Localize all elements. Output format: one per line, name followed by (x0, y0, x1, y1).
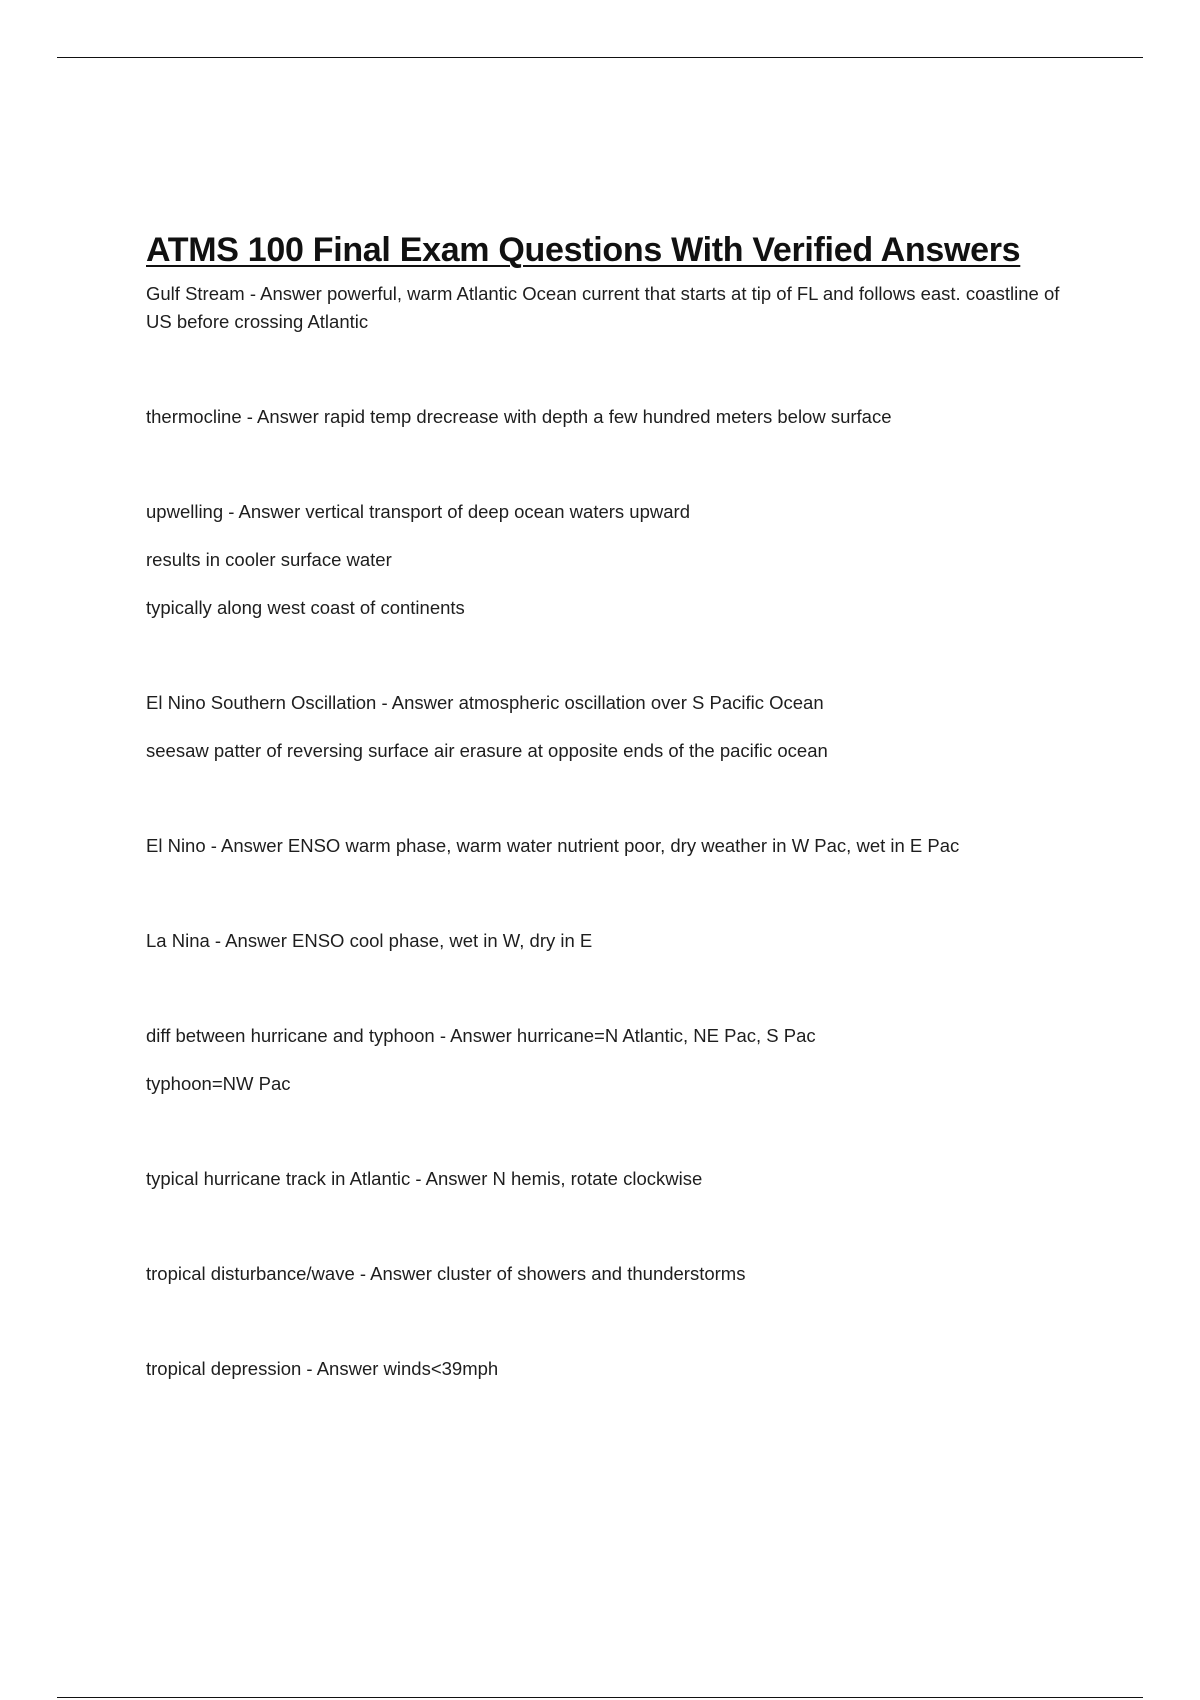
qa-line: La Nina - Answer ENSO cool phase, wet in W, dry in E (146, 930, 593, 951)
qa-line: typically along west coast of continents (146, 597, 465, 618)
qa-item-tropical-depression (146, 1355, 1066, 1383)
qa-item-upwelling (146, 498, 1066, 622)
qa-line: tropical disturbance/wave - Answer cluster of showers and thunderstorms (146, 1263, 746, 1284)
document-title: ATMS 100 Final Exam Questions With Verified Answers (146, 231, 1021, 269)
qa-item-thermocline (146, 403, 1066, 431)
qa-item-gulf-stream (146, 280, 1066, 336)
qa-item-enso (146, 689, 1066, 765)
qa-item-hurricane-track (146, 1165, 1066, 1193)
footer-rule (57, 1697, 1143, 1698)
qa-line: diff between hurricane and typhoon - Answer hurricane=N Atlantic, NE Pac, S Pac (146, 1025, 816, 1046)
qa-line: typical hurricane track in Atlantic - Answer N hemis, rotate clockwise (146, 1168, 703, 1189)
qa-item-tropical-disturbance (146, 1260, 1066, 1288)
qa-item-el-nino (146, 832, 1066, 860)
qa-line: seesaw patter of reversing surface air erasure at opposite ends of the pacific ocean (146, 740, 828, 761)
qa-item-la-nina (146, 927, 1066, 955)
qa-line: upwelling - Answer vertical transport of deep ocean waters upward (146, 501, 690, 522)
qa-item-hurricane-typhoon (146, 1022, 1066, 1098)
qa-line: thermocline - Answer rapid temp drecrease with depth a few hundred meters below surface (146, 406, 892, 427)
qa-line: results in cooler surface water (146, 549, 392, 570)
qa-line: El Nino - Answer ENSO warm phase, warm water nutrient poor, dry weather in W Pac, wet in E Pac (146, 835, 960, 856)
qa-line: typhoon=NW Pac (146, 1073, 291, 1094)
qa-line: Gulf Stream - Answer powerful, warm Atlantic Ocean current that starts at tip of FL and follows east. coastline of US before crossing Atlantic (146, 283, 1060, 332)
header-rule (57, 57, 1143, 58)
qa-line: El Nino Southern Oscillation - Answer atmospheric oscillation over S Pacific Ocean (146, 692, 824, 713)
qa-line: tropical depression - Answer winds<39mph (146, 1358, 499, 1379)
document-body (146, 228, 1066, 1383)
qa-list (146, 280, 1066, 1383)
